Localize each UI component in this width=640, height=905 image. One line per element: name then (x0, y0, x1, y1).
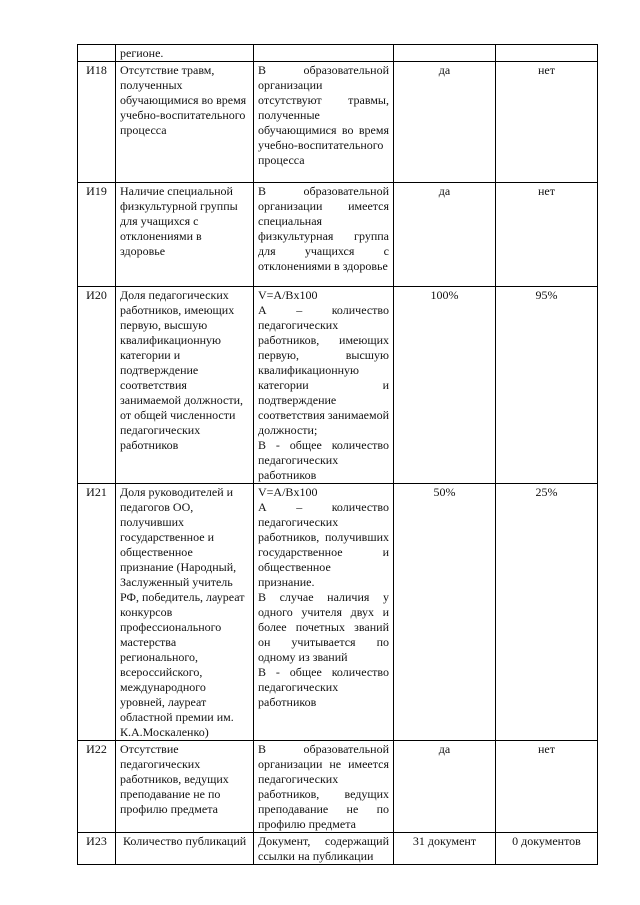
indicator-name: Количество публикаций (116, 833, 254, 865)
indicator-name: Отсутствие педагогических работников, ведущих преподавание не по профилю предмета (116, 741, 254, 833)
target-value: 0 документов (496, 833, 598, 865)
indicators-table (77, 44, 598, 865)
actual-value: 100% (394, 287, 496, 484)
indicator-name: Отсутствие травм, полученных обучающимися во время учебно-воспитательного процесса (116, 62, 254, 183)
target-value (496, 45, 598, 62)
calculation-method: V=A/Bx100 А – количество педагогических работников, получивших государственное и общественное признание. В случае наличия у одного учителя двух и более почетных званий он учитывается по одному из званий В - общее количество педагогических работников (254, 484, 394, 741)
table-row (78, 287, 598, 484)
actual-value: 50% (394, 484, 496, 741)
calculation-method (254, 45, 394, 62)
indicator-name: регионе. (116, 45, 254, 62)
target-value: нет (496, 183, 598, 287)
calculation-method: Документ, содержащий ссылки на публикации (254, 833, 394, 865)
target-value: 25% (496, 484, 598, 741)
indicator-code: И23 (78, 833, 116, 865)
table-row (78, 45, 598, 62)
table-row (78, 741, 598, 833)
indicator-code: И20 (78, 287, 116, 484)
table-row (78, 484, 598, 741)
indicator-code: И19 (78, 183, 116, 287)
target-value: 95% (496, 287, 598, 484)
calculation-method: V=A/Bx100 А – количество педагогических работников, имеющих первую, высшую квалификационную категории и подтверждение соответствия занимаемой должности; В - общее количество педагогических работников (254, 287, 394, 484)
calculation-method: В образовательной организации не имеется педагогических работников, ведущих преподавание не по профилю предмета (254, 741, 394, 833)
table-row (78, 833, 598, 865)
indicator-name: Наличие специальной физкультурной группы для учащихся с отклонениями в здоровье (116, 183, 254, 287)
indicator-code: И18 (78, 62, 116, 183)
actual-value (394, 45, 496, 62)
actual-value: да (394, 62, 496, 183)
target-value: нет (496, 62, 598, 183)
actual-value: да (394, 741, 496, 833)
table-row (78, 62, 598, 183)
indicator-code: И21 (78, 484, 116, 741)
calculation-method: В образовательной организации отсутствуют травмы, полученные обучающимися во время учебно-воспитательного процесса (254, 62, 394, 183)
indicator-name: Доля педагогических работников, имеющих первую, высшую квалификационную категории и подтверждение соответствия занимаемой должности, от общей численности педагогических работников (116, 287, 254, 484)
indicator-code: И22 (78, 741, 116, 833)
table-row (78, 183, 598, 287)
target-value: нет (496, 741, 598, 833)
actual-value: да (394, 183, 496, 287)
actual-value: 31 документ (394, 833, 496, 865)
calculation-method: В образовательной организации имеется специальная физкультурная группа для учащихся с отклонениями в здоровье (254, 183, 394, 287)
indicator-code (78, 45, 116, 62)
indicator-name: Доля руководителей и педагогов ОО, получивших государственное и общественное признание (Народный, Заслуженный учитель РФ, победитель, лауреат конкурсов профессионального мастерства регионального, всероссийского, международного уровней, лауреат областной премии им. К.А.Москаленко) (116, 484, 254, 741)
